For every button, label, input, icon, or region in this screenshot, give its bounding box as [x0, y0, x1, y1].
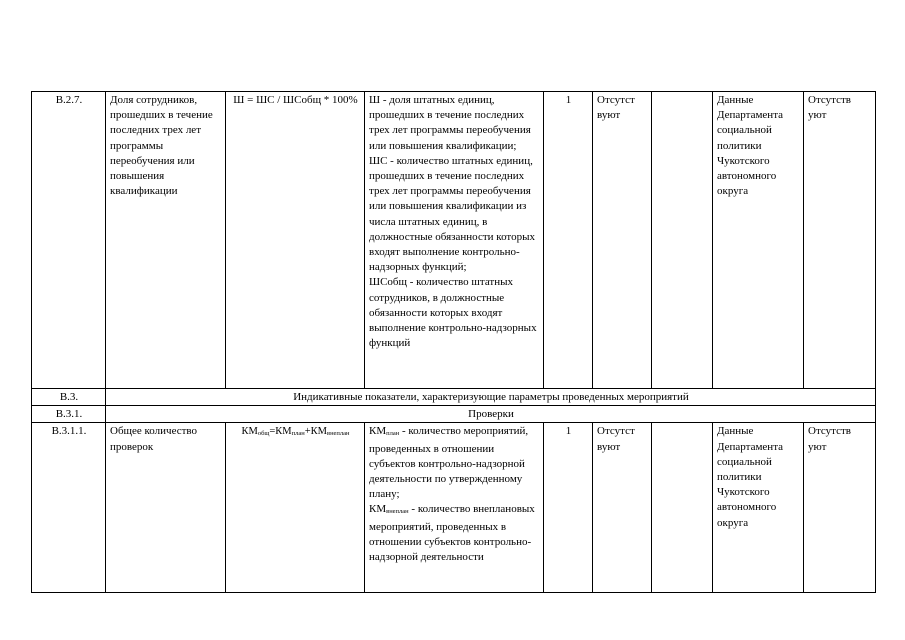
indicator-source: Данные Департамента социальной политики Чукотского автономного округа	[713, 423, 804, 593]
indicator-status: Отсутст вуют	[593, 423, 652, 593]
section-row-b-3-1	[32, 406, 876, 423]
indicator-value: 1	[544, 92, 593, 389]
indicator-source: Данные Департамента социальной политики Чукотского автономного округа	[713, 92, 804, 389]
formula-expression	[241, 426, 349, 437]
formula-definitions	[365, 92, 544, 389]
definition-text: - количество внеплановых мероприятий, проведенных в отношении субъектов контрольно-надзорной деятельности	[369, 503, 535, 564]
definition-subscript: план	[386, 430, 400, 438]
section-code: В.3.	[32, 389, 106, 406]
formula-subscript: общ	[257, 430, 270, 438]
definition-line: ШС - количество штатных единиц, прошедших в течение последних трех лет программы переобучения или повышения квалификации из числа штатных единиц, в должностные обязанности которых входят выполнение контрольно-надзорных функций;	[369, 154, 535, 274]
indicator-value: 1	[544, 423, 593, 593]
definition-line	[369, 502, 540, 565]
formula-symbol: =КМ	[269, 426, 292, 438]
table-row-b-2-7	[32, 92, 876, 389]
indicators-table	[31, 91, 876, 593]
formula-symbol: КМ	[241, 426, 258, 438]
indicator-formula: Ш = ШС / ШСобщ * 100%	[226, 92, 365, 389]
indicator-status: Отсутст вуют	[593, 92, 652, 389]
definition-line: Ш - доля штатных единиц, прошедших в течение последних трех лет программы переобучения или повышения квалификации;	[369, 94, 531, 152]
section-title: Индикативные показатели, характеризующие параметры проведенных мероприятий	[106, 389, 876, 406]
formula-symbol: +КМ	[304, 426, 327, 438]
definition-line	[369, 424, 540, 502]
table-row-b-3-1-1	[32, 423, 876, 593]
definition-text: - количество мероприятий, проведенных в отношении субъектов контрольно-надзорной деятельности по утвержденному плану;	[369, 425, 529, 501]
indicator-name: Общее количество проверок	[106, 423, 226, 593]
formula-subscript: внеплан	[327, 430, 350, 438]
section-row-b-3	[32, 389, 876, 406]
indicator-code: В.2.7.	[32, 92, 106, 389]
definition-line: ШСобщ - количество штатных сотрудников, в должностные обязанности которых входят выполнение контрольно-надзорных функций	[369, 276, 537, 350]
section-code: В.3.1.	[32, 406, 106, 423]
indicator-note: Отсутств уют	[804, 92, 876, 389]
indicator-empty-cell	[652, 423, 713, 593]
indicator-code: В.3.1.1.	[32, 423, 106, 593]
formula-definitions	[365, 423, 544, 593]
indicator-formula	[226, 423, 365, 593]
definition-subscript: внеплан	[386, 508, 409, 516]
definition-symbol: КМ	[369, 425, 387, 438]
indicator-note: Отсутств уют	[804, 423, 876, 593]
indicator-name: Доля сотрудников, прошедших в течение последних трех лет программы переобучения или повышения квалификации	[106, 92, 226, 389]
formula-subscript: план	[291, 430, 305, 438]
definition-symbol: КМ	[369, 503, 387, 516]
indicator-empty-cell	[652, 92, 713, 389]
section-title: Проверки	[106, 406, 876, 423]
